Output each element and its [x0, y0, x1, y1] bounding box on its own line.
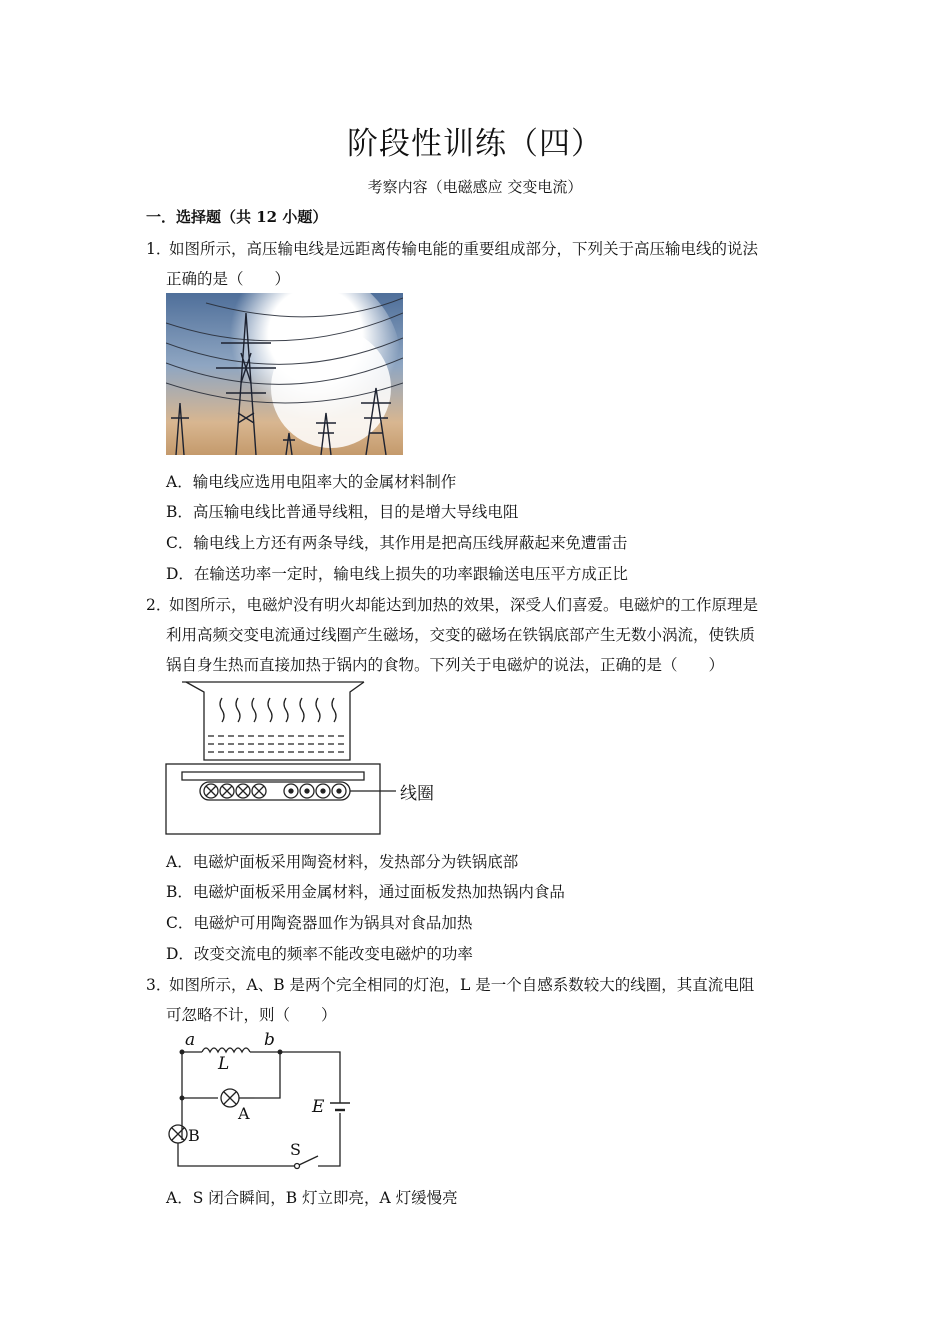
question-1-option-a[interactable]: A．输电线应选用电阻率大的金属材料制作 — [166, 473, 457, 491]
node-b-label: b — [264, 1030, 275, 1050]
section-heading: 一．选择题（共 12 小题） — [146, 208, 328, 226]
inductor-label: L — [218, 1054, 230, 1074]
question-1-stem-line-2: 正确的是（ ） — [166, 270, 291, 288]
question-1-option-c[interactable]: C．输电线上方还有两条导线，其作用是把高压线屏蔽起来免遭雷击 — [166, 534, 628, 552]
power-lines-photo — [166, 293, 403, 455]
question-2-option-a[interactable]: A．电磁炉面板采用陶瓷材料，发热部分为铁锅底部 — [166, 853, 519, 871]
question-2-option-d[interactable]: D．改变交流电的频率不能改变电磁炉的功率 — [166, 945, 473, 963]
question-3-stem-line-2: 可忽略不计，则（ ） — [166, 1006, 337, 1024]
power-lines-image — [166, 293, 403, 455]
question-3-option-a[interactable]: A．S 闭合瞬间，B 灯立即亮，A 灯缓慢亮 — [166, 1189, 458, 1207]
question-1-option-b[interactable]: B．高压输电线比普通导线粗，目的是增大导线电阻 — [166, 503, 519, 521]
question-2-stem-line-1: 如图所示，电磁炉没有明火却能达到加热的效果，深受人们喜爱。电磁炉的工作原理是 — [169, 596, 759, 614]
question-2-option-b[interactable]: B．电磁炉面板采用金属材料，通过面板发热加热锅内食品 — [166, 883, 565, 901]
lamp-a-label: A — [238, 1104, 250, 1123]
switch-label: S — [290, 1140, 301, 1159]
question-2-number: 2． — [146, 596, 172, 614]
induction-cooker-diagram — [164, 678, 444, 838]
question-2-stem-line-3: 锅自身生热而直接加热于锅内的食物。下列关于电磁炉的说法，正确的是（ ） — [166, 656, 725, 674]
node-a-label: a — [185, 1030, 196, 1050]
question-2-option-c[interactable]: C．电磁炉可用陶瓷器皿作为锅具对食品加热 — [166, 914, 473, 932]
question-3-number: 3． — [146, 976, 172, 994]
coil-label: 线圈 — [400, 784, 434, 804]
question-3-stem-line-1: 如图所示，A、B 是两个完全相同的灯泡，L 是一个自感系数较大的线圈，其直流电阻 — [169, 976, 755, 994]
question-1-stem-line-1: 如图所示，高压输电线是远距离传输电能的重要组成部分，下列关于高压输电线的说法 — [169, 240, 759, 258]
page-title: 阶段性训练（四） — [347, 126, 603, 162]
question-1-number: 1． — [146, 240, 172, 258]
page-subtitle: 考察内容（电磁感应 交变电流） — [367, 178, 583, 196]
battery-label: E — [312, 1097, 325, 1117]
question-2-stem-line-2: 利用高频交变电流通过线圈产生磁场，交变的磁场在铁锅底部产生无数小涡流，使铁质 — [166, 626, 756, 644]
circuit-diagram — [160, 1030, 360, 1175]
question-1-option-d[interactable]: D．在输送功率一定时，输电线上损失的功率跟输送电压平方成正比 — [166, 565, 628, 583]
lamp-b-label: B — [188, 1126, 200, 1145]
